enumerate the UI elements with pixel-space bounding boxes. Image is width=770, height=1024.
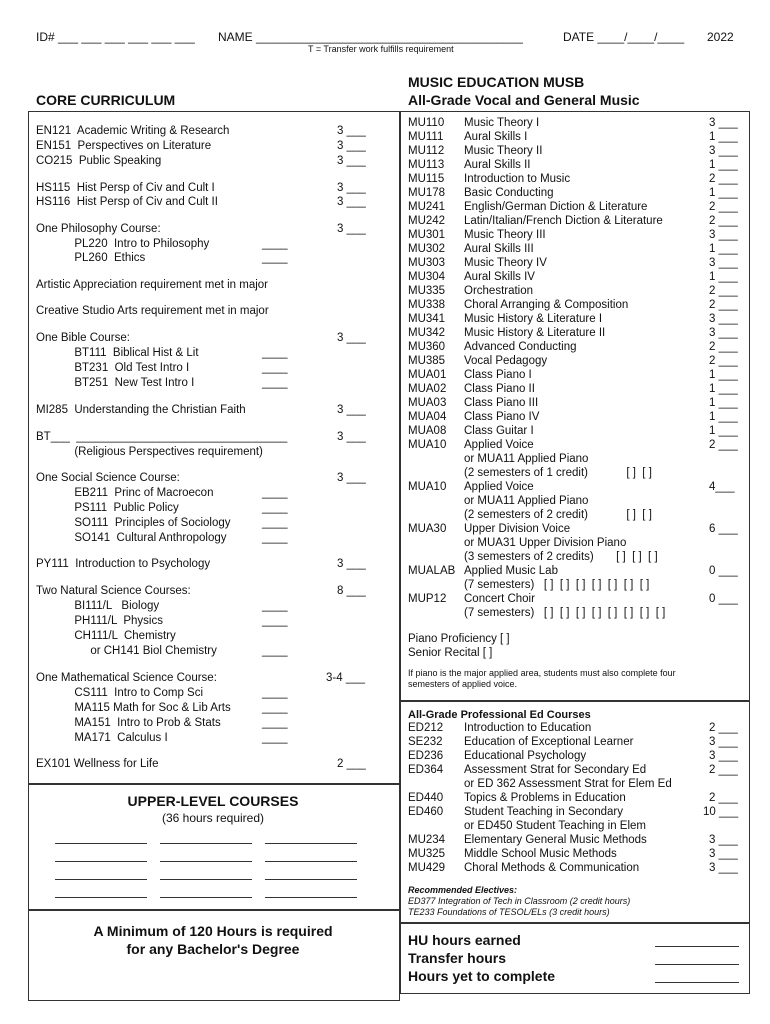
credit-blank[interactable]: ____ bbox=[262, 687, 288, 699]
upper-course-blank[interactable] bbox=[160, 861, 252, 862]
course-code: MU385 bbox=[408, 355, 446, 367]
core-course-line: One Social Science Course: bbox=[36, 472, 180, 484]
course-title: Aural Skills III bbox=[464, 243, 534, 255]
credit-blank[interactable]: 3 ___ bbox=[337, 223, 366, 235]
course-title: Applied Voice bbox=[464, 481, 534, 493]
credit-blank[interactable]: 2 ___ bbox=[709, 201, 738, 213]
course-code: ED212 bbox=[408, 722, 444, 734]
course-code: MU338 bbox=[408, 299, 446, 311]
credit-blank[interactable]: 3 ___ bbox=[337, 196, 366, 208]
credit-blank[interactable]: 3 ___ bbox=[337, 431, 366, 443]
credit-blank[interactable]: ____ bbox=[262, 615, 288, 627]
piano-proficiency[interactable]: Piano Proficiency [ ] bbox=[408, 633, 510, 645]
course-title: Class Piano I bbox=[464, 369, 532, 381]
course-code: MU111 bbox=[408, 131, 444, 143]
upper-course-blank[interactable] bbox=[160, 843, 252, 844]
credit-blank[interactable]: 3-4 ___ bbox=[326, 672, 366, 684]
credit-blank[interactable]: ____ bbox=[262, 645, 288, 657]
course-title: English/German Diction & Literature bbox=[464, 201, 648, 213]
credit-blank[interactable]: ____ bbox=[262, 362, 288, 374]
credit-blank[interactable]: 8 ___ bbox=[337, 585, 366, 597]
core-course-line: SO111 Principles of Sociology bbox=[36, 517, 231, 529]
credit-blank[interactable]: 3 ___ bbox=[709, 736, 738, 748]
upper-course-blank[interactable] bbox=[160, 879, 252, 880]
core-title: CORE CURRICULUM bbox=[36, 92, 176, 108]
core-course-line: BT111 Biblical Hist & Lit bbox=[36, 347, 199, 359]
credit-blank[interactable]: 3 ___ bbox=[709, 848, 738, 860]
credit-blank[interactable]: 6 ___ bbox=[709, 523, 738, 535]
course-title: Vocal Pedagogy bbox=[464, 355, 548, 367]
credit-blank[interactable]: ____ bbox=[262, 732, 288, 744]
core-course-line: EX101 Wellness for Life bbox=[36, 758, 159, 770]
credit-blank[interactable]: 3 ___ bbox=[709, 145, 738, 157]
course-code: MU234 bbox=[408, 834, 446, 846]
course-code: MUP12 bbox=[408, 593, 447, 605]
hours-remaining-label: Hours yet to complete bbox=[408, 968, 556, 984]
course-title: Introduction to Music bbox=[464, 173, 571, 185]
course-title: Aural Skills I bbox=[464, 131, 528, 143]
core-course-line: HS116 Hist Persp of Civ and Cult II bbox=[36, 196, 218, 208]
core-course-line: CO215 Public Speaking bbox=[36, 155, 162, 167]
core-course-line: One Philosophy Course: bbox=[36, 223, 161, 235]
upper-course-blank[interactable] bbox=[265, 861, 357, 862]
course-code: SE232 bbox=[408, 736, 443, 748]
course-title: Elementary General Music Methods bbox=[464, 834, 647, 846]
course-title: Introduction to Education bbox=[464, 722, 592, 734]
credit-blank[interactable]: 3 ___ bbox=[337, 472, 366, 484]
credit-blank[interactable]: ____ bbox=[262, 377, 288, 389]
course-title: Choral Arranging & Composition bbox=[464, 299, 629, 311]
course-title: Music Theory II bbox=[464, 145, 543, 157]
credit-blank[interactable]: 10 ___ bbox=[703, 806, 739, 818]
course-title: Music History & Literature I bbox=[464, 313, 603, 325]
date-field[interactable]: DATE ____/____/____ bbox=[563, 30, 685, 44]
credit-blank[interactable]: ____ bbox=[262, 717, 288, 729]
core-course-line: BT231 Old Test Intro I bbox=[36, 362, 190, 374]
core-course-line: PY111 Introduction to Psychology bbox=[36, 558, 211, 570]
credit-blank[interactable]: 3 ___ bbox=[337, 404, 366, 416]
upper-course-blank[interactable] bbox=[55, 897, 147, 898]
core-course-line: MI285 Understanding the Christian Faith bbox=[36, 404, 246, 416]
credit-blank[interactable]: ____ bbox=[262, 252, 288, 264]
course-title: (2 semesters of 1 credit) [ ] [ ] bbox=[464, 467, 652, 479]
upper-course-blank[interactable] bbox=[55, 879, 147, 880]
course-code: MU335 bbox=[408, 285, 446, 297]
credit-blank[interactable]: 3 ___ bbox=[709, 862, 738, 874]
course-code: MU178 bbox=[408, 187, 446, 199]
credit-blank[interactable]: 3 ___ bbox=[709, 257, 738, 269]
course-code: MUA04 bbox=[408, 411, 447, 423]
minimum-line1: A Minimum of 120 Hours is required bbox=[93, 923, 333, 939]
credit-blank[interactable]: 2 ___ bbox=[709, 215, 738, 227]
course-code: MUALAB bbox=[408, 565, 456, 577]
credit-blank[interactable]: 0 ___ bbox=[709, 565, 738, 577]
course-title: or MUA31 Upper Division Piano bbox=[464, 537, 627, 549]
course-title: Basic Conducting bbox=[464, 187, 554, 199]
credit-blank[interactable]: 1 ___ bbox=[709, 131, 738, 143]
course-title: Music Theory IV bbox=[464, 257, 547, 269]
course-title: Student Teaching in Secondary bbox=[464, 806, 623, 818]
course-title: Advanced Conducting bbox=[464, 341, 577, 353]
core-course-line: HS115 Hist Persp of Civ and Cult I bbox=[36, 182, 215, 194]
core-course-line: EN121 Academic Writing & Research bbox=[36, 125, 230, 137]
course-title: Aural Skills II bbox=[464, 159, 531, 171]
course-title: Class Guitar I bbox=[464, 425, 534, 437]
credit-blank[interactable]: 3 ___ bbox=[709, 750, 738, 762]
credit-blank[interactable]: 2 ___ bbox=[709, 173, 738, 185]
electives-title: Recommended Electives: bbox=[408, 885, 518, 895]
hours-earned-label: HU hours earned bbox=[408, 932, 521, 948]
course-code: MUA01 bbox=[408, 369, 447, 381]
credit-blank[interactable]: 3 ___ bbox=[337, 558, 366, 570]
credit-blank[interactable]: 1 ___ bbox=[709, 425, 738, 437]
credit-blank[interactable]: 2 ___ bbox=[709, 285, 738, 297]
course-code: MU304 bbox=[408, 271, 446, 283]
piano-note: If piano is the major applied area, students must also complete four semesters of applied voice. bbox=[408, 668, 676, 689]
course-code: ED364 bbox=[408, 764, 444, 776]
course-code: MUA02 bbox=[408, 383, 447, 395]
credit-blank[interactable]: 3 ___ bbox=[709, 117, 738, 129]
course-code: MUA10 bbox=[408, 439, 447, 451]
course-title: Class Piano III bbox=[464, 397, 539, 409]
course-code: MU342 bbox=[408, 327, 446, 339]
credit-blank[interactable]: 1 ___ bbox=[709, 159, 738, 171]
course-title: or MUA11 Applied Piano bbox=[464, 495, 589, 507]
course-code: MU115 bbox=[408, 173, 445, 185]
course-code: MU341 bbox=[408, 313, 446, 325]
course-title: Education of Exceptional Learner bbox=[464, 736, 634, 748]
profed-title: All-Grade Professional Ed Courses bbox=[408, 709, 591, 721]
credit-blank[interactable]: 1 ___ bbox=[709, 271, 738, 283]
core-course-line: PL260 Ethics bbox=[36, 252, 146, 264]
credit-blank[interactable]: 1 ___ bbox=[709, 369, 738, 381]
core-course-line: Two Natural Science Courses: bbox=[36, 585, 191, 597]
upper-course-blank[interactable] bbox=[265, 843, 357, 844]
transfer-hours-label: Transfer hours bbox=[408, 950, 507, 966]
course-title: (3 semesters of 2 credits) [ ] [ ] [ ] bbox=[464, 551, 658, 563]
core-course-line: MA151 Intro to Prob & Stats bbox=[36, 717, 221, 729]
credit-blank[interactable]: 1 ___ bbox=[709, 243, 738, 255]
course-code: MU112 bbox=[408, 145, 445, 157]
upper-course-blank[interactable] bbox=[265, 897, 357, 898]
hours-earned-blank[interactable] bbox=[655, 946, 739, 947]
core-course-line: (Religious Perspectives requirement) bbox=[36, 446, 263, 458]
core-course-line: PS111 Public Policy bbox=[36, 502, 179, 514]
credit-blank[interactable]: 2 ___ bbox=[709, 792, 738, 804]
core-course-line: MA171 Calculus I bbox=[36, 732, 168, 744]
course-title: Class Piano II bbox=[464, 383, 535, 395]
core-course-line: BI111/L Biology bbox=[36, 600, 160, 612]
credit-blank[interactable]: ____ bbox=[262, 238, 288, 250]
credit-blank[interactable]: 3 ___ bbox=[709, 327, 738, 339]
course-title: (7 semesters) [ ] [ ] [ ] [ ] [ ] [ ] [ ] bbox=[464, 579, 650, 591]
credit-blank[interactable]: 0 ___ bbox=[709, 593, 738, 605]
credit-blank[interactable]: 3 ___ bbox=[337, 155, 366, 167]
core-course-line: BT251 New Test Intro I bbox=[36, 377, 195, 389]
credit-blank[interactable]: ____ bbox=[262, 532, 288, 544]
credit-blank[interactable]: 2 ___ bbox=[709, 355, 738, 367]
music-subtitle: All-Grade Vocal and General Music bbox=[408, 92, 640, 108]
course-title: Applied Music Lab bbox=[464, 565, 558, 577]
upper-subtitle: (36 hours required) bbox=[161, 811, 265, 825]
credit-blank[interactable]: 2 ___ bbox=[709, 341, 738, 353]
course-title: Music History & Literature II bbox=[464, 327, 606, 339]
core-course-line: BT___ _________________________________ bbox=[36, 431, 288, 443]
upper-course-blank[interactable] bbox=[265, 879, 357, 880]
course-code: MU429 bbox=[408, 862, 446, 874]
elective-item: TE233 Foundations of TESOL/ELs (3 credit hours) bbox=[408, 907, 610, 917]
credit-blank[interactable]: ____ bbox=[262, 517, 288, 529]
course-code: MUA03 bbox=[408, 397, 447, 409]
credit-blank[interactable]: 2 ___ bbox=[709, 722, 738, 734]
course-title: Class Piano IV bbox=[464, 411, 540, 423]
credit-blank[interactable]: 3 ___ bbox=[337, 332, 366, 344]
elective-item: ED377 Integration of Tech in Classroom (2 credit hours) bbox=[408, 896, 631, 906]
course-title: (7 semesters) [ ] [ ] [ ] [ ] [ ] [ ] [ ] [ ] bbox=[464, 607, 666, 619]
upper-title: UPPER-LEVEL COURSES bbox=[127, 793, 299, 809]
course-title: or MUA11 Applied Piano bbox=[464, 453, 589, 465]
credit-blank[interactable]: ____ bbox=[262, 502, 288, 514]
course-code: MU110 bbox=[408, 117, 445, 129]
course-title: Topics & Problems in Education bbox=[464, 792, 626, 804]
course-title: or ED450 Student Teaching in Elem bbox=[464, 820, 646, 832]
year: 2022 bbox=[707, 30, 734, 44]
course-code: MUA10 bbox=[408, 481, 447, 493]
course-code: MU360 bbox=[408, 341, 446, 353]
course-title: Aural Skills IV bbox=[464, 271, 535, 283]
course-title: Orchestration bbox=[464, 285, 534, 297]
credit-blank[interactable]: 1 ___ bbox=[709, 187, 738, 199]
course-code: ED236 bbox=[408, 750, 444, 762]
credit-blank[interactable]: ____ bbox=[262, 347, 288, 359]
credit-blank[interactable]: 3 ___ bbox=[337, 140, 366, 152]
course-title: Music Theory III bbox=[464, 229, 546, 241]
credit-blank[interactable]: ____ bbox=[262, 487, 288, 499]
credit-blank[interactable]: 3 ___ bbox=[709, 313, 738, 325]
credit-blank[interactable]: 1 ___ bbox=[709, 383, 738, 395]
course-code: MU113 bbox=[408, 159, 445, 171]
core-course-line: EB211 Princ of Macroecon bbox=[36, 487, 214, 499]
core-course-line: PH111/L Physics bbox=[36, 615, 163, 627]
upper-course-blank[interactable] bbox=[160, 897, 252, 898]
credit-blank[interactable]: 1 ___ bbox=[709, 397, 738, 409]
id-field[interactable]: ID# ___ ___ ___ ___ ___ ___ bbox=[36, 30, 195, 44]
course-code: MU302 bbox=[408, 243, 446, 255]
senior-recital[interactable]: Senior Recital [ ] bbox=[408, 647, 493, 659]
core-course-line: CH111/L Chemistry bbox=[36, 630, 176, 642]
course-title: Applied Voice bbox=[464, 439, 534, 451]
credit-blank[interactable]: 4___ bbox=[709, 481, 735, 493]
course-title: Upper Division Voice bbox=[464, 523, 571, 535]
transfer-hours-blank[interactable] bbox=[655, 964, 739, 965]
credit-blank[interactable]: 2 ___ bbox=[709, 439, 738, 451]
credit-blank[interactable]: ____ bbox=[262, 600, 288, 612]
course-title: Middle School Music Methods bbox=[464, 848, 617, 860]
course-code: MU242 bbox=[408, 215, 446, 227]
credit-blank[interactable]: 2 ___ bbox=[337, 758, 366, 770]
course-title: (2 semesters of 2 credit) [ ] [ ] bbox=[464, 509, 652, 521]
hours-remaining-blank[interactable] bbox=[655, 982, 739, 983]
core-course-line: One Bible Course: bbox=[36, 332, 130, 344]
credit-blank[interactable]: 2 ___ bbox=[709, 764, 738, 776]
core-course-line: Artistic Appreciation requirement met in major bbox=[36, 279, 269, 291]
course-code: MU303 bbox=[408, 257, 446, 269]
course-code: MUA30 bbox=[408, 523, 447, 535]
course-code: MU241 bbox=[408, 201, 446, 213]
credit-blank[interactable]: 3 ___ bbox=[709, 834, 738, 846]
core-course-line: EN151 Perspectives on Literature bbox=[36, 140, 212, 152]
transfer-note: T = Transfer work fulfills requirement bbox=[308, 44, 454, 54]
credit-blank[interactable]: 3 ___ bbox=[337, 125, 366, 137]
core-course-line: SO141 Cultural Anthropology bbox=[36, 532, 227, 544]
credit-blank[interactable]: ____ bbox=[262, 702, 288, 714]
course-code: MU301 bbox=[408, 229, 446, 241]
course-title: Educational Psychology bbox=[464, 750, 587, 762]
credit-blank[interactable]: 1 ___ bbox=[709, 411, 738, 423]
course-title: Concert Choir bbox=[464, 593, 535, 605]
course-code: MUA08 bbox=[408, 425, 447, 437]
upper-course-blank[interactable] bbox=[55, 861, 147, 862]
upper-course-blank[interactable] bbox=[55, 843, 147, 844]
course-title: Choral Methods & Communication bbox=[464, 862, 640, 874]
course-code: ED460 bbox=[408, 806, 444, 818]
name-field[interactable]: NAME ________________________________________ bbox=[218, 30, 523, 44]
course-title: or ED 362 Assessment Strat for Elem Ed bbox=[464, 778, 672, 790]
core-course-line: CS111 Intro to Comp Sci bbox=[36, 687, 204, 699]
core-course-line: MA115 Math for Soc & Lib Arts bbox=[36, 702, 231, 714]
music-title: MUSIC EDUCATION MUSB bbox=[408, 74, 585, 90]
core-course-line: PL220 Intro to Philosophy bbox=[36, 238, 210, 250]
course-title: Latin/Italian/French Diction & Literature bbox=[464, 215, 663, 227]
course-code: ED440 bbox=[408, 792, 444, 804]
core-course-line: Creative Studio Arts requirement met in major bbox=[36, 305, 269, 317]
course-code: MU325 bbox=[408, 848, 446, 860]
credit-blank[interactable]: 2 ___ bbox=[709, 299, 738, 311]
core-course-line: One Mathematical Science Course: bbox=[36, 672, 217, 684]
minimum-line2: for any Bachelor's Degree bbox=[126, 941, 300, 957]
credit-blank[interactable]: 3 ___ bbox=[337, 182, 366, 194]
core-course-line: or CH141 Biol Chemistry bbox=[36, 645, 217, 657]
course-title: Music Theory I bbox=[464, 117, 540, 129]
course-title: Assessment Strat for Secondary Ed bbox=[464, 764, 647, 776]
credit-blank[interactable]: 3 ___ bbox=[709, 229, 738, 241]
